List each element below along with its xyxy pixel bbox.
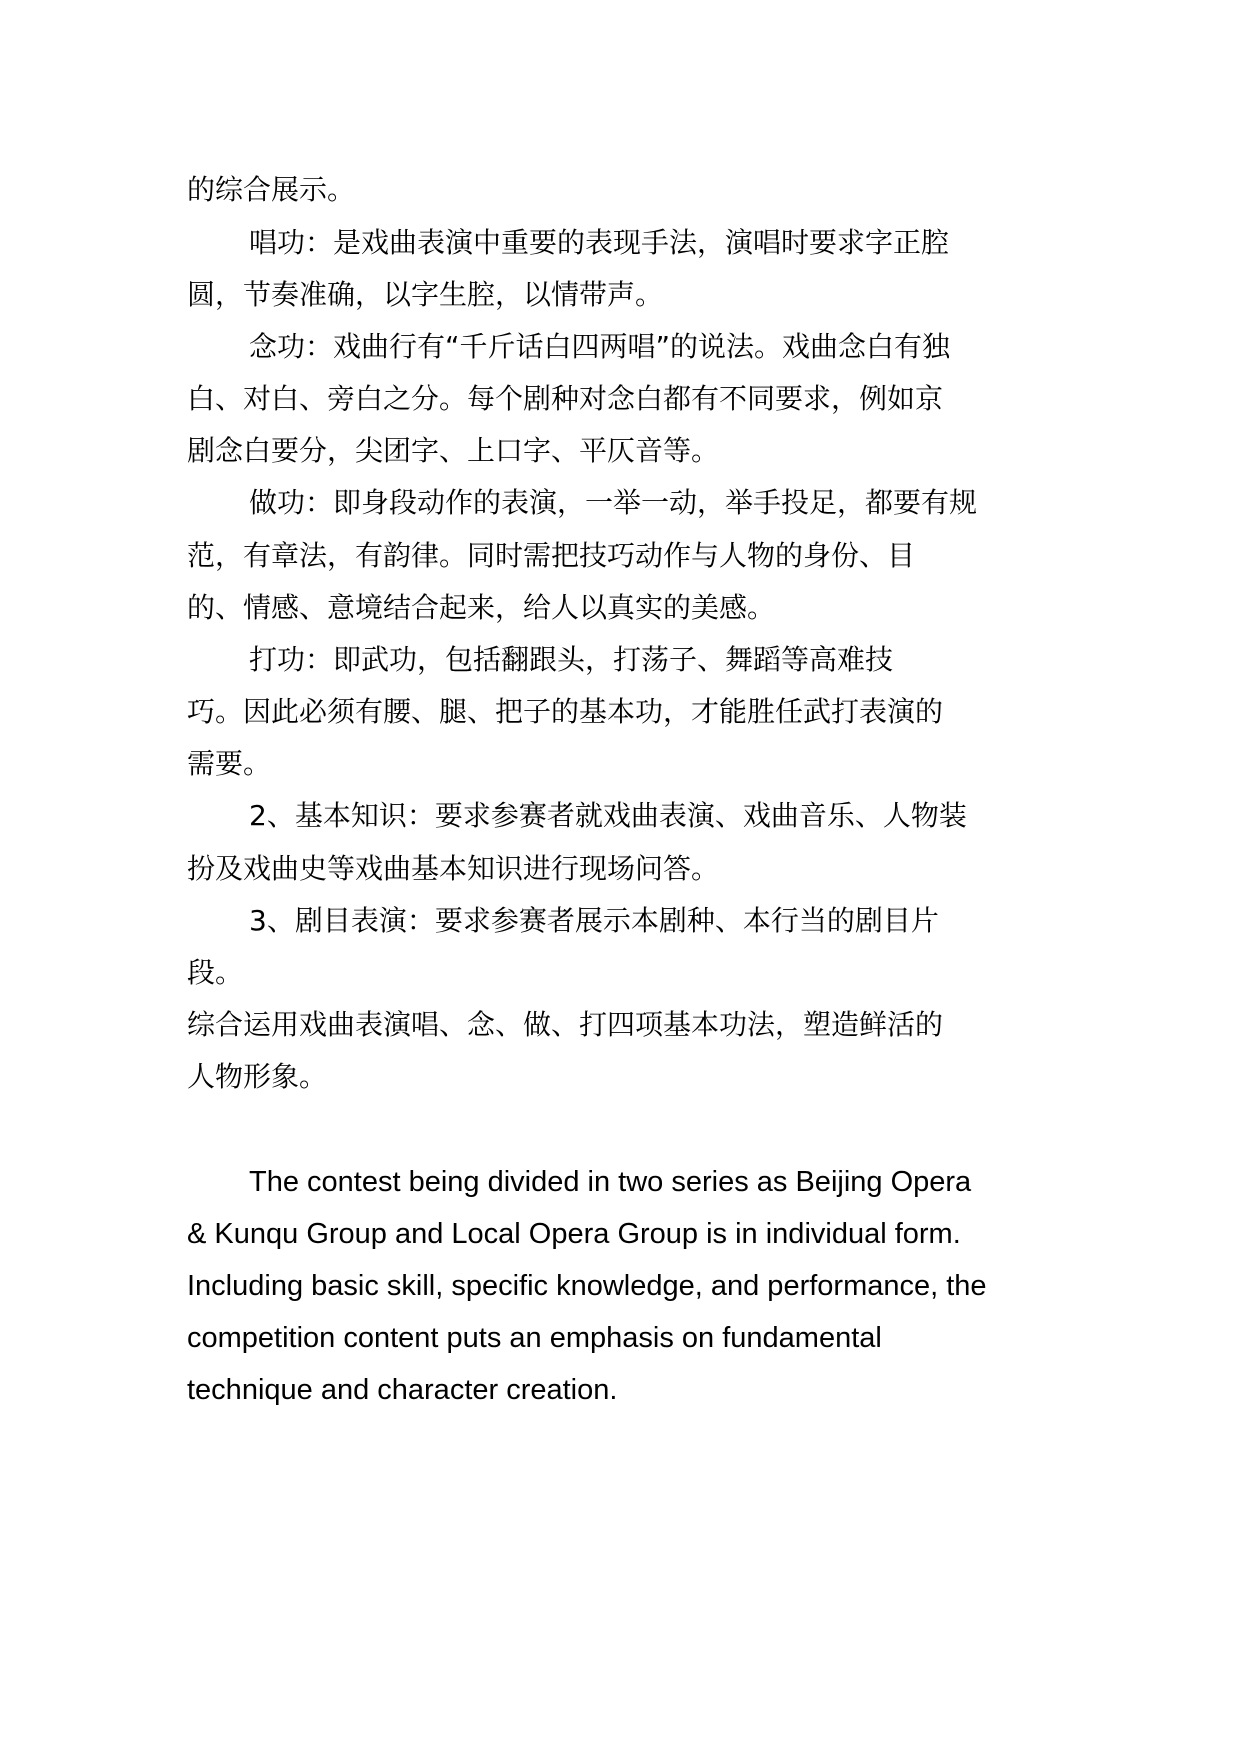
english-text-line: Including basic skill, specific knowledge, and performance, the xyxy=(187,1270,987,1302)
text-line: 巧。因此必须有腰、腿、把子的基本功，才能胜任武打表演的 xyxy=(187,695,944,728)
text-line: 圆，节奏准确，以字生腔，以情带声。 xyxy=(187,278,664,311)
text-line: 打功：即武功，包括翻跟头，打荡子、舞蹈等高难技 xyxy=(249,643,894,676)
text-line: 3、剧目表演：要求参赛者展示本剧种、本行当的剧目片 xyxy=(249,904,939,937)
text-line: 综合运用戏曲表演唱、念、做、打四项基本功法，塑造鲜活的 xyxy=(187,1008,944,1041)
english-text-line: The contest being divided in two series as Beijing Opera xyxy=(249,1166,972,1198)
text-line: 扮及戏曲史等戏曲基本知识进行现场问答。 xyxy=(187,852,720,885)
text-line: 人物形象。 xyxy=(187,1060,328,1093)
text-line: 白、对白、旁白之分。每个剧种对念白都有不同要求，例如京 xyxy=(187,382,944,415)
text-line: 需要。 xyxy=(187,747,272,780)
text-line: 唱功：是戏曲表演中重要的表现手法，演唱时要求字正腔 xyxy=(249,226,950,259)
text-line: 念功：戏曲行有“千斤话白四两唱”的说法。戏曲念白有独 xyxy=(249,330,951,363)
text-line: 段。 xyxy=(187,956,244,989)
text-line: 2、基本知识：要求参赛者就戏曲表演、戏曲音乐、人物装 xyxy=(249,799,967,832)
text-line: 剧念白要分，尖团字、上口字、平仄音等。 xyxy=(187,434,720,467)
english-text-line: competition content puts an emphasis on fundamental xyxy=(187,1322,882,1354)
english-text-line: & Kunqu Group and Local Opera Group is in individual form. xyxy=(187,1218,961,1250)
text-line: 做功：即身段动作的表演，一举一动，举手投足，都要有规 xyxy=(249,486,978,519)
text-line: 的综合展示。 xyxy=(187,173,356,206)
text-line: 范，有章法，有韵律。同时需把技巧动作与人物的身份、目 xyxy=(187,539,916,572)
english-text-line: technique and character creation. xyxy=(187,1374,618,1406)
text-line: 的、情感、意境结合起来，给人以真实的美感。 xyxy=(187,591,776,624)
